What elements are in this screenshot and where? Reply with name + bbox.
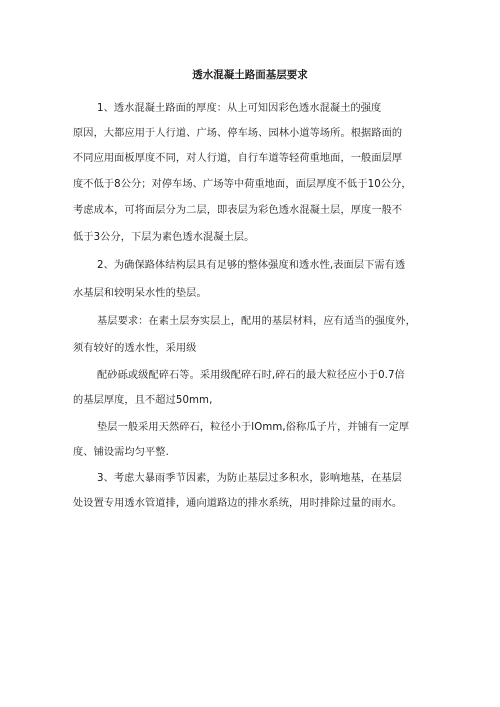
paragraph-1-line-6: 低于3公分，下层为素色透水混凝土层。 xyxy=(73,232,255,243)
paragraph-2-line-1: 2、为确保路体结构层具有足够的整体强度和透水性,表面层下需有透 xyxy=(97,260,406,271)
paragraph-5-line-1: 垫层一般采用天然碎石，粒径小于lOmm,俗称瓜子片，并铺有一定厚 xyxy=(97,422,410,433)
paragraph-5-line-2: 度、铺设需均匀平整. xyxy=(73,447,169,458)
paragraph-3-line-2: 须有较好的透水性，采用级 xyxy=(73,343,197,354)
paragraph-6-line-2: 处设置专用透水管道排，通向道路边的排水系统，用时排除过量的雨水。 xyxy=(73,498,403,509)
paragraph-4-line-1: 配砂砾或级配碎石等。采用级配碎石时,碎石的最大粒径应小于0.7倍 xyxy=(97,370,405,381)
paragraph-2-line-2: 水基层和较明呆水性的垫层。 xyxy=(73,288,207,299)
paragraph-1-line-1: 1、透水混凝土路面的厚度：从上可知因彩色透水混凝土的强度 xyxy=(97,103,382,114)
paragraph-3-line-1: 基层要求：在素土层夯实层上，配用的基层材料，应有适当的强度外， xyxy=(97,316,416,327)
paragraph-1-line-2: 原因，大都应用于人行道、广场、停车场、园林小道等场所。根据路面的 xyxy=(73,128,403,139)
paragraph-1-line-3: 不同应用面板厚度不同，对人行道，自行车道等轻荷重地面，一般面层厚 xyxy=(73,153,403,164)
paragraph-1-line-4: 度不低于8公分；对停车场、广场等中荷重地面，面层厚度不低于10公分， xyxy=(73,179,412,190)
paragraph-6-line-1: 3、考虑大暴雨季节因素，为防止基层过多积水，影响地基，在基层 xyxy=(97,473,402,484)
paragraph-4-line-2: 的基层厚度，且不超过50mm, xyxy=(73,395,213,406)
document-title: 透水混凝土路面基层要求 xyxy=(192,69,308,81)
paragraph-1-line-5: 考虑成本，可将面层分为二层，即表层为彩色透水混凝土层，厚度一般不 xyxy=(73,205,403,216)
